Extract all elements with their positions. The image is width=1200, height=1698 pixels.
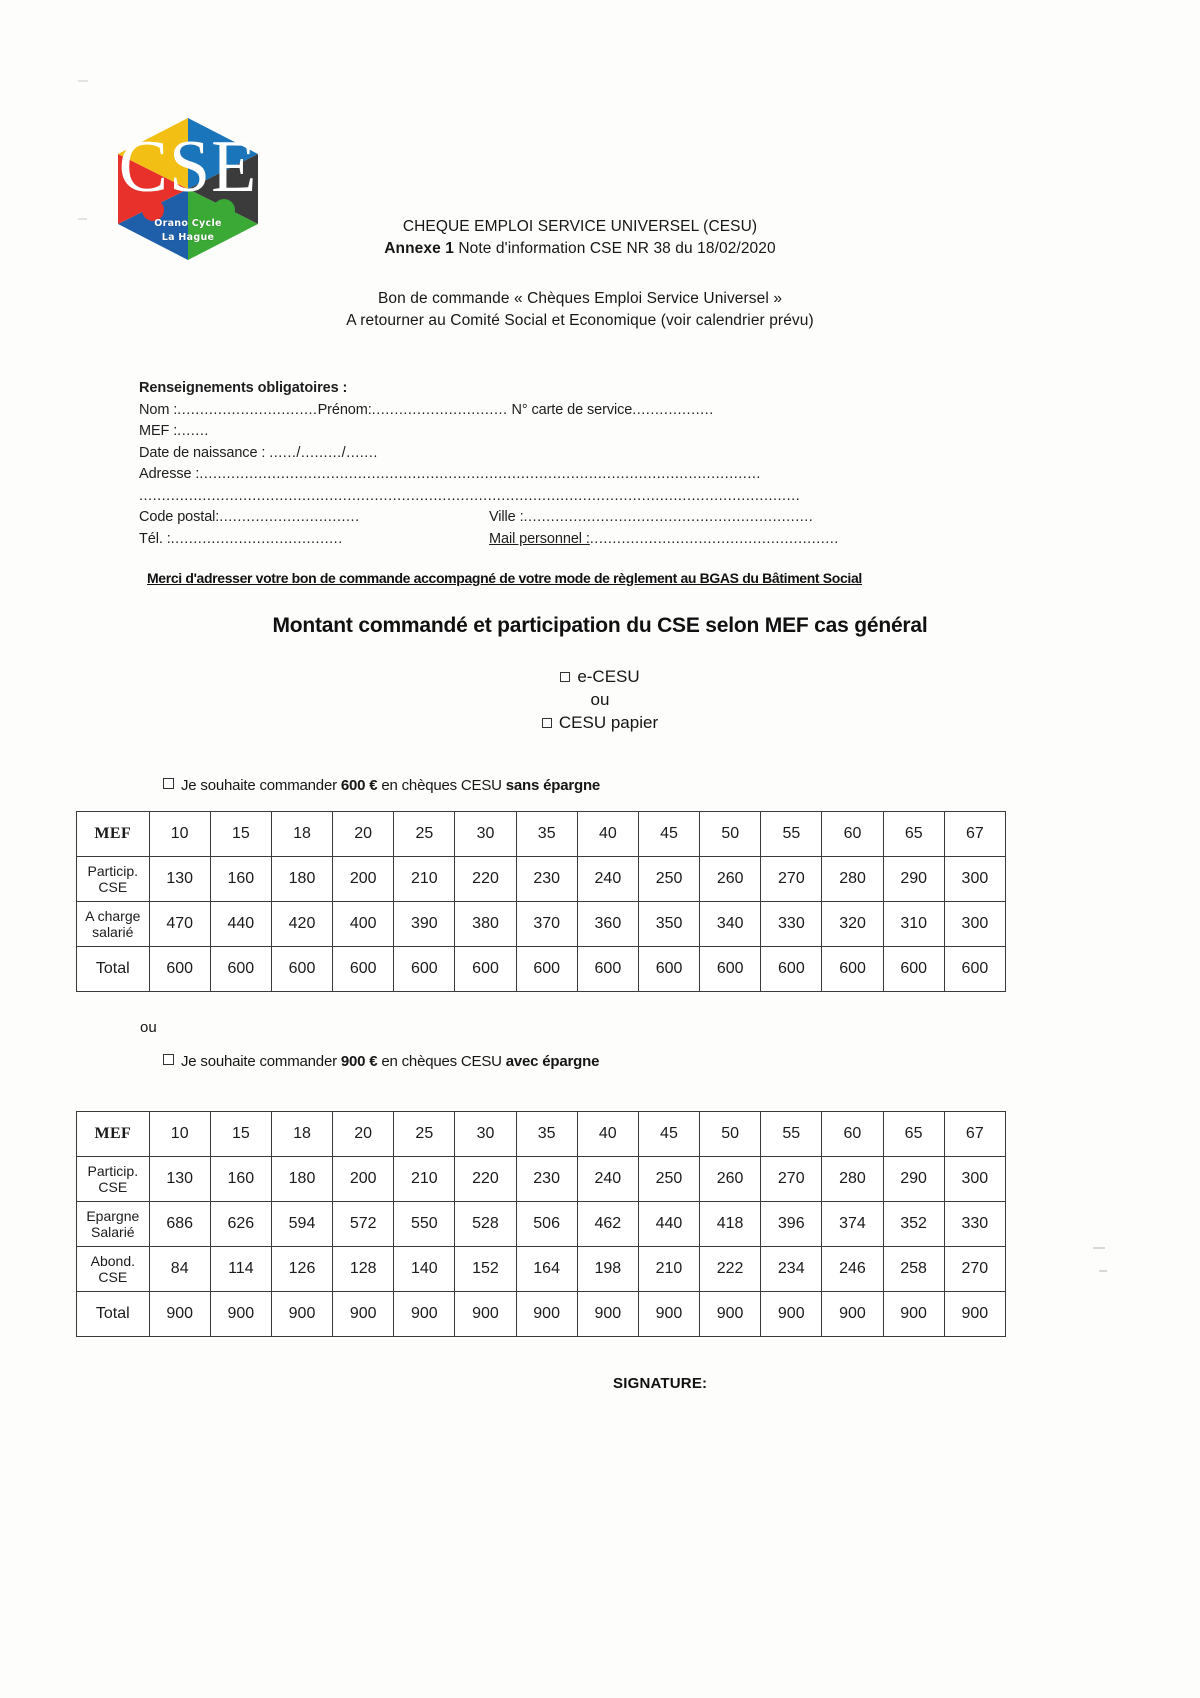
header-mef-18: 18 [271,812,332,857]
header-mef-50: 50 [700,1112,761,1157]
header-mef-40: 40 [577,1112,638,1157]
order-sans-emphasis: sans épargne [505,777,601,794]
cell: 160 [210,857,271,902]
cse-logo [108,114,268,264]
order-sans-prefix: Je souhaite commander [181,777,341,794]
cell: 900 [700,1292,761,1337]
cell: 270 [761,1157,822,1202]
table-sans-epargne [76,811,1006,992]
cell: 506 [516,1202,577,1247]
cell: 900 [333,1292,394,1337]
scan-artifact [1099,1270,1107,1272]
naissance-label: Date de naissance : [139,444,270,461]
prenom-input[interactable]: .............................. [371,401,508,418]
address-row [139,464,879,486]
option-cesu-papier-label: CESU papier [558,713,659,732]
row-label-total: Total [77,1292,150,1337]
row-label-a-charge-salarie: A charge salarié [77,902,150,947]
cell: 600 [700,947,761,992]
cell: 686 [149,1202,210,1247]
header-mef-18: 18 [271,1112,332,1157]
cell: 152 [455,1247,516,1292]
cell: 320 [822,902,883,947]
cell: 290 [883,857,944,902]
cell: 462 [577,1202,638,1247]
cell: 140 [394,1247,455,1292]
header-line-2 [300,238,860,259]
header-mef-30: 30 [455,812,516,857]
order-avec-prefix: Je souhaite commander [181,1053,341,1070]
cell: 396 [761,1202,822,1247]
header-mef-65: 65 [883,1112,944,1157]
phone-cell [139,529,489,551]
row-label-total: Total [77,947,150,992]
cell: 210 [394,1157,455,1202]
cell: 246 [822,1247,883,1292]
cell: 600 [516,947,577,992]
cell: 900 [577,1292,638,1337]
header-mef-67: 67 [944,812,1005,857]
adresse-input[interactable]: ............................................................................................................................ [199,466,761,482]
cell: 626 [210,1202,271,1247]
cell: 210 [638,1247,699,1292]
cell: 420 [271,902,332,947]
signature-label: SIGNATURE: [613,1375,708,1392]
cell: 234 [761,1247,822,1292]
cell: 900 [149,1292,210,1337]
cell: 900 [271,1292,332,1337]
cell: 360 [577,902,638,947]
cell: 240 [577,1157,638,1202]
cell: 200 [333,857,394,902]
header-mef: MEF [77,812,150,857]
header-mef-67: 67 [944,1112,1005,1157]
cell: 374 [822,1202,883,1247]
header-mef-45: 45 [638,1112,699,1157]
header-mef-35: 35 [516,812,577,857]
phone-mail-row [139,529,879,551]
header-mef-20: 20 [333,812,394,857]
table-row [77,1157,1006,1202]
option-cesu-papier[interactable] [0,711,1200,734]
cell: 594 [271,1202,332,1247]
table-row [77,1292,1006,1337]
table-row-header [77,1112,1006,1157]
checkbox-sans-epargne-icon[interactable] [163,778,174,789]
cell: 222 [700,1247,761,1292]
cell: 230 [516,857,577,902]
header-mef-45: 45 [638,812,699,857]
cell: 550 [394,1202,455,1247]
cell: 600 [822,947,883,992]
cell: 260 [700,1157,761,1202]
cell: 900 [638,1292,699,1337]
cell: 180 [271,1157,332,1202]
cell: 84 [149,1247,210,1292]
order-separator-ou: ou [140,1019,157,1036]
order-option-sans-epargne[interactable] [163,777,600,794]
cell: 198 [577,1247,638,1292]
mandatory-info-block [139,378,879,550]
cell: 258 [883,1247,944,1292]
cell: 352 [883,1202,944,1247]
cell: 370 [516,902,577,947]
nom-label: Nom : [139,401,178,418]
cell: 528 [455,1202,516,1247]
return-notice: Merci d'adresser votre bon de commande accompagné de votre mode de règlement au BGAS du Bâtiment Social [147,570,862,586]
carte-label: N° carte de service [511,401,633,418]
postal-cell [139,507,489,529]
ville-label: Ville : [489,509,524,525]
postal-city-row [139,507,879,529]
cell: 230 [516,1157,577,1202]
tel-label: Tél. : [139,530,171,547]
cell: 126 [271,1247,332,1292]
logo-subtitle-1: Orano Cycle [154,218,222,229]
header-mef-25: 25 [394,1112,455,1157]
header-mef-65: 65 [883,812,944,857]
cell: 440 [638,1202,699,1247]
cell: 200 [333,1157,394,1202]
cell: 330 [944,1202,1005,1247]
cell: 600 [271,947,332,992]
cesu-type-choice [0,665,1200,734]
cell: 440 [210,902,271,947]
order-sans-middle: en chèques CESU [377,777,506,794]
tel-input[interactable]: ...................................... [170,530,343,547]
cell: 220 [455,857,516,902]
cell: 330 [761,902,822,947]
adresse-input-line2[interactable]: .................................................................................................................................................. [139,487,801,504]
annexe-label: Annexe 1 [384,240,454,257]
cell: 900 [822,1292,883,1337]
mail-cell [489,529,879,551]
scan-artifact [78,218,87,220]
row-label-epargne-salarie: Epargne Salarié [77,1202,150,1247]
cell: 470 [149,902,210,947]
cell: 900 [883,1292,944,1337]
cell: 164 [516,1247,577,1292]
cell: 260 [700,857,761,902]
cell: 900 [455,1292,516,1337]
cell: 350 [638,902,699,947]
cell: 270 [944,1247,1005,1292]
header-mef-60: 60 [822,1112,883,1157]
cell: 250 [638,1157,699,1202]
row-label-particip-cse: Particip. CSE [77,1157,150,1202]
header-line-3: Bon de commande « Chèques Emploi Service Universel » [377,290,783,307]
scan-artifact [1093,1247,1105,1249]
scan-artifact [78,80,88,82]
cell: 114 [210,1247,271,1292]
header-mef-25: 25 [394,812,455,857]
cell: 400 [333,902,394,947]
mef-row [139,421,879,443]
cell: 600 [883,947,944,992]
cell: 900 [394,1292,455,1337]
header-mef-50: 50 [700,812,761,857]
cell: 280 [822,1157,883,1202]
table-row [77,1202,1006,1247]
carte-input[interactable]: .................. [632,401,714,418]
cell: 900 [761,1292,822,1337]
adresse-label: Adresse : [139,466,200,482]
city-cell [489,507,879,529]
cell: 130 [149,857,210,902]
order-sans-amount: 600 € [340,777,378,794]
ville-input[interactable]: ................................................................ [523,509,814,525]
cell: 600 [333,947,394,992]
header-mef-30: 30 [455,1112,516,1157]
cell: 340 [700,902,761,947]
address-row-2 [139,486,879,508]
prenom-label: Prénom: [317,401,372,418]
header-mef: MEF [77,1112,150,1157]
cell: 270 [761,857,822,902]
table-row [77,1247,1006,1292]
table-avec-epargne [76,1111,1006,1337]
naissance-input[interactable]: ....../........./....... [269,444,378,461]
choice-separator: ou [590,690,610,709]
cell: 220 [455,1157,516,1202]
header-mef-35: 35 [516,1112,577,1157]
cell: 280 [822,857,883,902]
cell: 300 [944,1157,1005,1202]
cell: 900 [210,1292,271,1337]
cell: 600 [761,947,822,992]
cell: 300 [944,857,1005,902]
logo-subtitle-2: La Hague [161,232,215,243]
header-mef-60: 60 [822,812,883,857]
mef-label: MEF : [139,423,178,439]
cell: 128 [333,1247,394,1292]
cell: 900 [516,1292,577,1337]
cell: 390 [394,902,455,947]
cp-input[interactable]: ............................... [219,509,360,525]
cell: 210 [394,857,455,902]
birthdate-row [139,443,879,465]
checkbox-cesu-papier-icon[interactable] [542,718,552,728]
cp-label: Code postal: [139,509,220,525]
table-row-header [77,812,1006,857]
cell: 600 [577,947,638,992]
row-label-abond-cse: Abond. CSE [77,1247,150,1292]
logo-letters: CSE [118,126,258,208]
table-row [77,947,1006,992]
cell: 418 [700,1202,761,1247]
header-mef-15: 15 [210,812,271,857]
nom-input[interactable]: ............................... [177,401,318,418]
cell: 250 [638,857,699,902]
name-row [139,400,879,422]
page-title: Montant commandé et participation du CSE selon MEF cas général [272,614,928,637]
header-mef-55: 55 [761,1112,822,1157]
cell: 600 [455,947,516,992]
option-ecesu[interactable] [0,665,1200,688]
mail-input[interactable]: ....................................................... [589,530,839,547]
cell: 600 [210,947,271,992]
option-ecesu-label: e-CESU [577,667,640,686]
table-row [77,857,1006,902]
header-mef-15: 15 [210,1112,271,1157]
cell: 130 [149,1157,210,1202]
header-mef-55: 55 [761,812,822,857]
cell: 572 [333,1202,394,1247]
form-heading: Renseignements obligatoires : [139,380,348,396]
cell: 310 [883,902,944,947]
cell: 180 [271,857,332,902]
order-avec-emphasis: avec épargne [505,1053,600,1070]
header-line-1: CHEQUE EMPLOI SERVICE UNIVERSEL (CESU) [402,218,758,235]
mef-input[interactable]: ....... [177,423,209,439]
order-avec-middle: en chèques CESU [377,1053,506,1070]
mail-label: Mail personnel : [489,530,590,547]
cell: 600 [394,947,455,992]
cell: 160 [210,1157,271,1202]
header-mef-10: 10 [149,1112,210,1157]
cell: 290 [883,1157,944,1202]
cell: 600 [149,947,210,992]
checkbox-ecesu-icon[interactable] [560,672,570,682]
table-row [77,902,1006,947]
order-option-avec-epargne[interactable] [163,1053,599,1070]
row-label-particip-cse: Particip. CSE [77,857,150,902]
cell: 600 [638,947,699,992]
checkbox-avec-epargne-icon[interactable] [163,1054,174,1065]
header-mef-20: 20 [333,1112,394,1157]
cell: 600 [944,947,1005,992]
annexe-rest: Note d'information CSE NR 38 du 18/02/2020 [453,240,776,257]
cell: 300 [944,902,1005,947]
header-mef-40: 40 [577,812,638,857]
order-avec-amount: 900 € [340,1053,378,1070]
cell: 900 [944,1292,1005,1337]
header-line-4: A retourner au Comité Social et Economique (voir calendrier prévu) [346,312,814,329]
cell: 240 [577,857,638,902]
header-mef-10: 10 [149,812,210,857]
cell: 380 [455,902,516,947]
